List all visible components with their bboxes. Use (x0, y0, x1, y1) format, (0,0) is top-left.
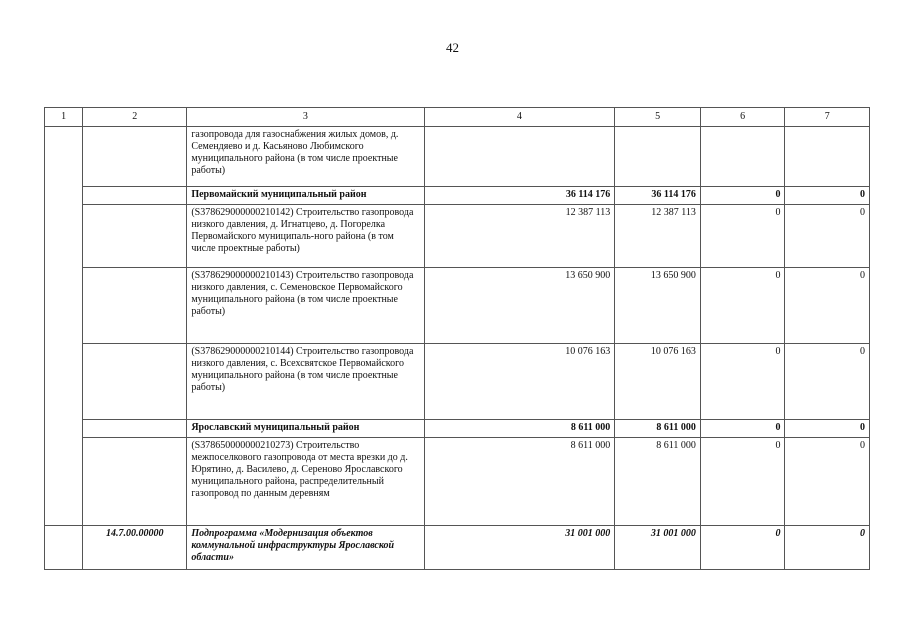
cell-name: Первомайский муниципальный район (187, 187, 424, 205)
cell-code: 14.7.00.00000 (83, 526, 187, 570)
cell-code (83, 127, 187, 187)
column-header: 2 (83, 108, 187, 127)
cell-value-4: 10 076 163 (424, 344, 615, 420)
cell-value-4: 13 650 900 (424, 268, 615, 344)
column-header: 3 (187, 108, 424, 127)
cell-value-5: 8 611 000 (615, 438, 701, 526)
cell-name: Подпрограмма «Модернизация объектов коммунальной инфраструктуры Ярославской области» (187, 526, 424, 570)
cell-value-4: 31 001 000 (424, 526, 615, 570)
cell-value-4: 36 114 176 (424, 187, 615, 205)
cell-value-4: 8 611 000 (424, 438, 615, 526)
cell-value-6: 0 (700, 187, 785, 205)
page-number: 42 (446, 40, 459, 55)
cell-value-5: 12 387 113 (615, 205, 701, 268)
table-row (45, 127, 870, 187)
table-row (45, 526, 870, 570)
cell-value-7: 0 (785, 420, 870, 438)
cell-code (83, 438, 187, 526)
cell-value-7 (785, 127, 870, 187)
budget-table (44, 107, 870, 570)
cell-value-6: 0 (700, 344, 785, 420)
cell-col1 (45, 127, 83, 526)
table-body (45, 127, 870, 570)
cell-code (83, 205, 187, 268)
column-header: 5 (615, 108, 701, 127)
cell-name: Ярославский муниципальный район (187, 420, 424, 438)
column-header: 4 (424, 108, 615, 127)
cell-col1 (45, 526, 83, 570)
cell-value-6: 0 (700, 420, 785, 438)
cell-name: (S378629000000210144) Строительство газопровода низкого давления, с. Всехсвятское Первомайского муниципального района (в том числе проектные работы) (187, 344, 424, 420)
cell-name: газопровода для газоснабжения жилых домов, д. Семендяево и д. Касьяново Любимского муниципального района (в том числе проектные работы) (187, 127, 424, 187)
column-number-row (45, 108, 870, 127)
cell-value-5 (615, 127, 701, 187)
table-row (45, 205, 870, 268)
cell-value-5: 13 650 900 (615, 268, 701, 344)
cell-code (83, 268, 187, 344)
table-row (45, 344, 870, 420)
cell-name: (S378629000000210143) Строительство газопровода низкого давления, с. Семеновское Первомайского муниципального района (в том числе проектные работы) (187, 268, 424, 344)
table-row (45, 268, 870, 344)
column-header: 7 (785, 108, 870, 127)
cell-value-4: 12 387 113 (424, 205, 615, 268)
cell-value-6: 0 (700, 526, 785, 570)
cell-name: (S378650000000210273) Строительство межпоселкового газопровода от места врезки до д. Юрятино, д. Василево, д. Сереново Ярославского муниципального района, распределительный газопровод по данным деревням (187, 438, 424, 526)
cell-value-5: 31 001 000 (615, 526, 701, 570)
column-header: 1 (45, 108, 83, 127)
cell-value-4: 8 611 000 (424, 420, 615, 438)
cell-value-7: 0 (785, 205, 870, 268)
cell-value-5: 10 076 163 (615, 344, 701, 420)
cell-code (83, 420, 187, 438)
table-row (45, 420, 870, 438)
cell-value-5: 8 611 000 (615, 420, 701, 438)
cell-value-6: 0 (700, 438, 785, 526)
cell-name: (S378629000000210142) Строительство газопровода низкого давления, д. Игнатцево, д. Погорелка Первомайского муниципаль-ного района (в том числе проектные работы) (187, 205, 424, 268)
cell-value-7: 0 (785, 344, 870, 420)
cell-code (83, 187, 187, 205)
cell-code (83, 344, 187, 420)
table-row (45, 187, 870, 205)
cell-value-5: 36 114 176 (615, 187, 701, 205)
cell-value-7: 0 (785, 268, 870, 344)
cell-value-6: 0 (700, 268, 785, 344)
cell-value-6: 0 (700, 205, 785, 268)
cell-value-7: 0 (785, 187, 870, 205)
table-row (45, 438, 870, 526)
column-header: 6 (700, 108, 785, 127)
cell-value-7: 0 (785, 526, 870, 570)
cell-value-4 (424, 127, 615, 187)
cell-value-6 (700, 127, 785, 187)
cell-value-7: 0 (785, 438, 870, 526)
